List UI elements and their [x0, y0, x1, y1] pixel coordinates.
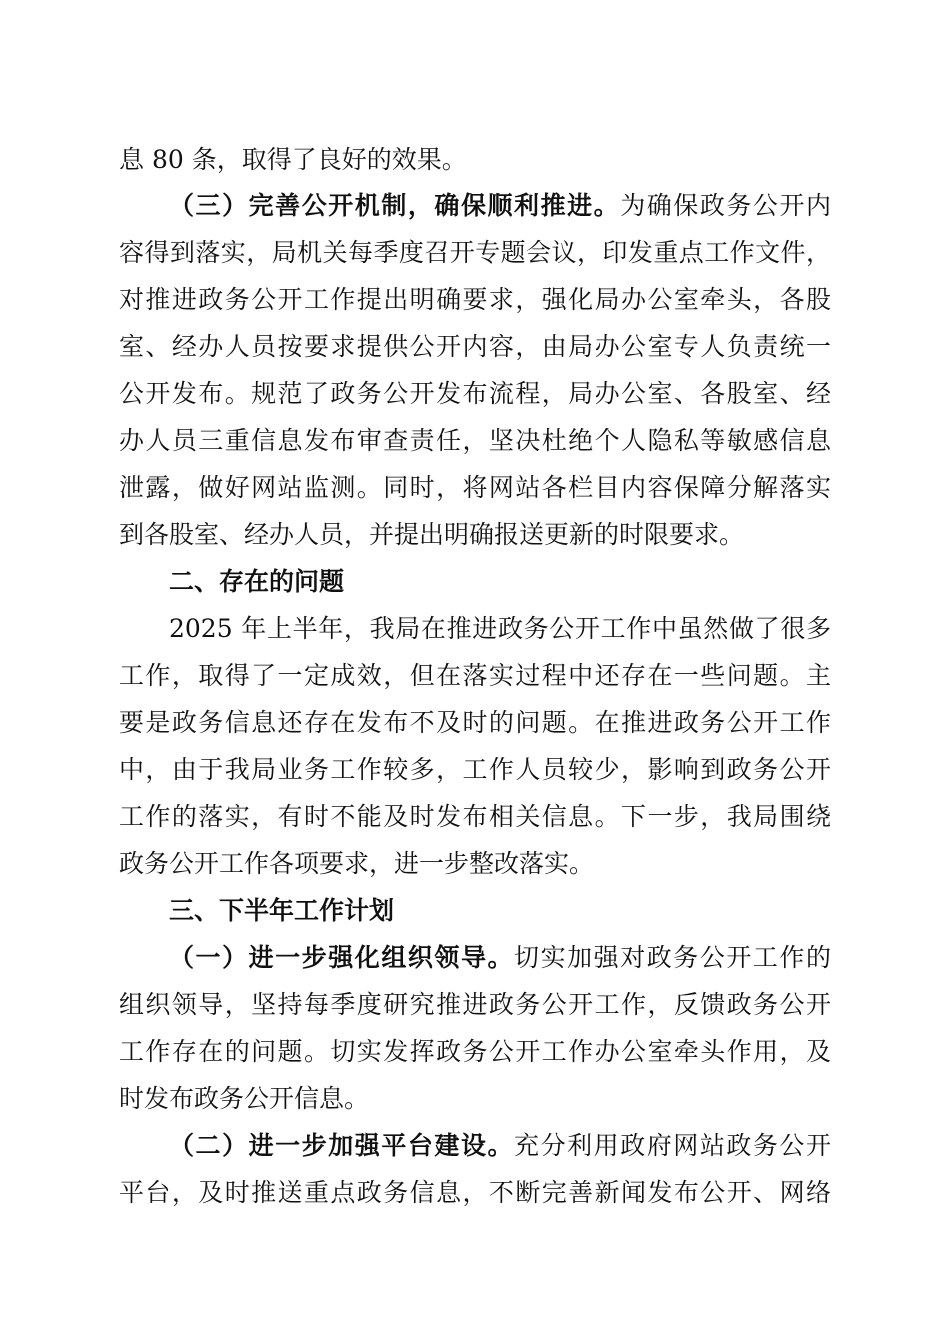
- paragraph-line: 政务公开工作各项要求，进一步整改落实。: [119, 849, 595, 878]
- paragraph-line: 工作，取得了一定成效，但在落实过程中还存在一些问题。主: [119, 661, 831, 690]
- paragraph-line: 到各股室、经办人员，并提出明确报送更新的时限要求。: [119, 520, 745, 549]
- paragraph-line: 平台，及时推送重点政务信息，不断完善新闻发布公开、网络: [119, 1178, 831, 1207]
- paragraph-line: 容得到落实，局机关每季度召开专题会议，印发重点工作文件，: [119, 238, 831, 267]
- paragraph-line: 室、经办人员按要求提供公开内容，由局办公室专人负责统一: [119, 332, 831, 361]
- section-3-text: 为确保政务公开内: [620, 191, 831, 220]
- paragraph-line: 办人员三重信息发布审查责任，坚决杜绝个人隐私等敏感信息: [119, 426, 831, 455]
- paragraph-line: 2025 年上半年，我局在推进政务公开工作中虽然做了很多: [169, 614, 831, 643]
- plan-2-first-line: [169, 1126, 831, 1166]
- plan-1-lead: （一）进一步强化组织领导。: [169, 943, 515, 972]
- section-3-lead: （三）完善公开机制，确保顺利推进。: [169, 191, 621, 220]
- section-3-first-line: [169, 186, 831, 226]
- paragraph-line: 泄露，做好网站监测。同时，将网站各栏目内容保障分解落实: [119, 473, 831, 502]
- plan-2-text: 充分利用政府网站政务公开: [514, 1131, 831, 1160]
- paragraph-line: 息 80 条，取得了良好的效果。: [119, 145, 467, 174]
- paragraph-line: 对推进政务公开工作提出明确要求，强化局办公室牵头，各股: [119, 285, 831, 314]
- paragraph-line: 工作的落实，有时不能及时发布相关信息。下一步，我局围绕: [119, 802, 831, 831]
- paragraph-line: 时发布政务公开信息。: [119, 1084, 370, 1113]
- paragraph-line: 工作存在的问题。切实发挥政务公开工作办公室牵头作用，及: [119, 1037, 831, 1066]
- paragraph-line: 中，由于我局业务工作较多，工作人员较少，影响到政务公开: [119, 755, 831, 784]
- plan-1-first-line: [169, 938, 831, 978]
- paragraph-line: 要是政务信息还存在发布不及时的问题。在推进政务公开工作: [119, 708, 831, 737]
- paragraph-line: 公开发布。规范了政务公开发布流程，局办公室、各股室、经: [119, 379, 831, 408]
- section-heading-plan: 三、下半年工作计划: [169, 896, 395, 925]
- paragraph-line: 组织领导，坚持每季度研究推进政务公开工作，反馈政务公开: [119, 990, 831, 1019]
- section-heading-problems: 二、存在的问题: [169, 567, 345, 596]
- plan-2-lead: （二）进一步加强平台建设。: [169, 1131, 515, 1160]
- plan-1-text: 切实加强对政务公开工作的: [514, 943, 831, 972]
